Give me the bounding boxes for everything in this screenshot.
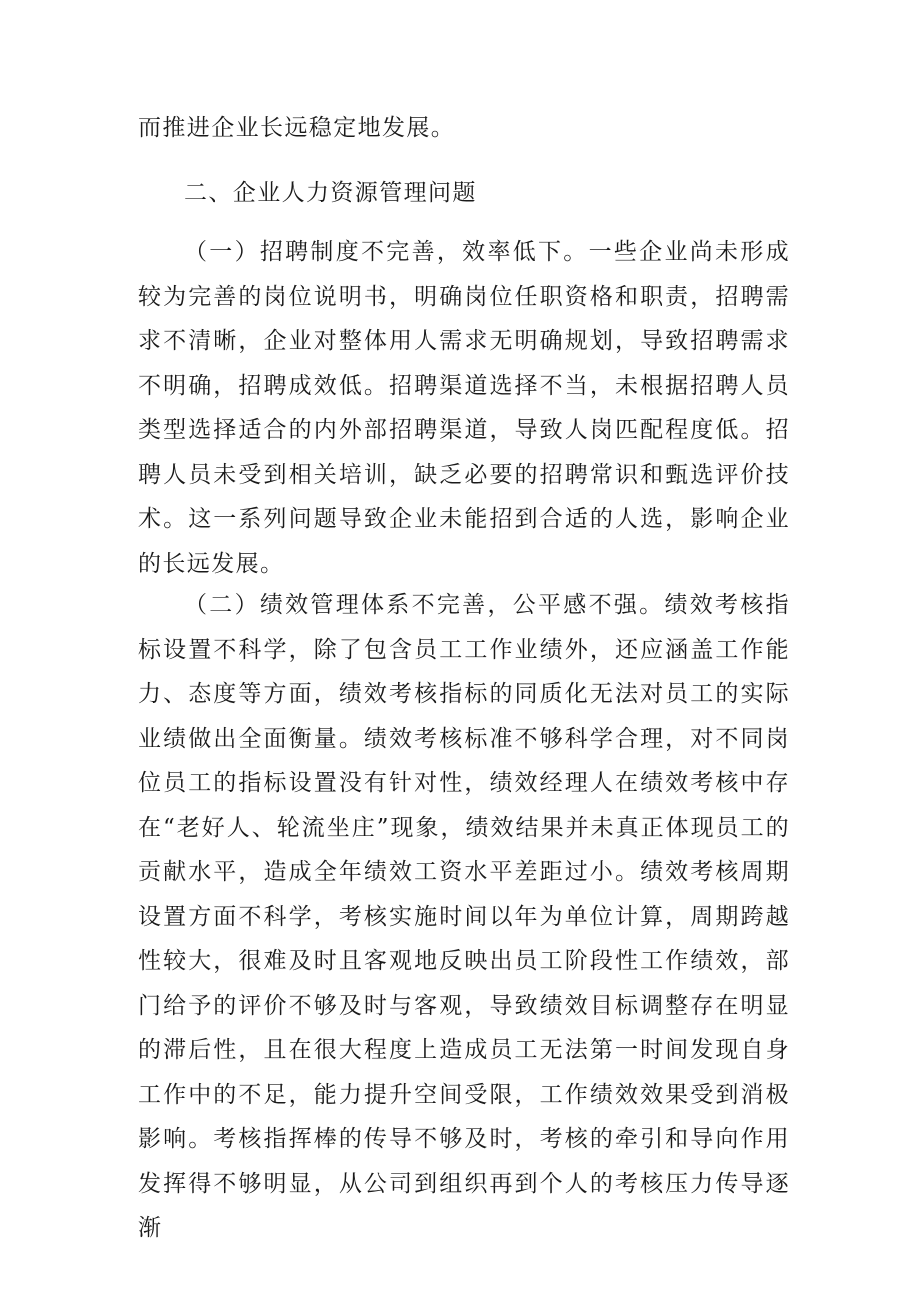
paragraph-performance: （二）绩效管理体系不完善，公平感不强。绩效考核指标设置不科学，除了包含员工工作业绩外，还应涵盖工作能力、态度等方面，绩效考核指标的同质化无法对员工的实际业绩做出全面衡量。绩效考核标准不够科学合理，对不同岗位员工的指标设置没有针对性，绩效经理人在绩效考核中存在“老好人、轮流坐庄”现象，绩效结果并未真正体现员工的贡献水平，造成全年绩效工资水平差距过小。绩效考核周期设置方面不科学，考核实施时间以年为单位计算，周期跨越性较大，很难及时且客观地反映出员工阶段性工作绩效，部门给予的评价不够及时与客观，导致绩效目标调整存在明显的滞后性，且在很大程度上造成员工无法第一时间发现自身工作中的不足，能力提升空间受限，工作绩效效果受到消极影响。考核指挥棒的传导不够及时，考核的牵引和导向作用发挥得不够明显，从公司到组织再到个人的考核压力传导逐渐 xyxy=(138,592,790,1241)
continuation-text: 而推进企业长远稳定地发展。 xyxy=(138,115,456,141)
section-heading: 二、企业人力资源管理问题 xyxy=(184,180,477,206)
paragraph-recruitment: （一）招聘制度不完善，效率低下。一些企业尚未形成较为完善的岗位说明书，明确岗位任职资格和职责，招聘需求不清晰，企业对整体用人需求无明确规划，导致招聘需求不明确，招聘成效低。招聘渠道选择不当，未根据招聘人员类型选择适合的内外部招聘渠道，导致人岗匹配程度低。招聘人员未受到相关培训，缺乏必要的招聘常识和甄选评价技术。这一系列问题导致企业未能招到合适的人选，影响企业的长远发展。 xyxy=(138,239,790,577)
